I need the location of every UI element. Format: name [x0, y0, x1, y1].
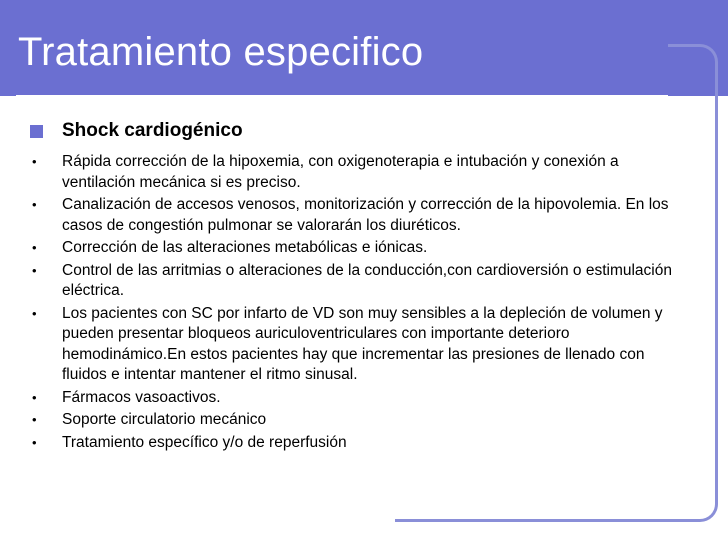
list-item [30, 152, 680, 193]
bullet-icon: • [32, 434, 37, 450]
list-item [30, 238, 680, 259]
bullet-icon: • [32, 389, 37, 405]
list-item-text: Tratamiento específico y/o de reperfusión [62, 433, 347, 451]
slide-frame-bottom [395, 519, 695, 522]
title-rule [16, 95, 668, 98]
bullet-icon: • [32, 197, 37, 212]
bullet-icon: • [32, 262, 37, 278]
slide-title: Tratamiento especifico [18, 30, 424, 74]
heading-row [30, 120, 680, 148]
square-bullet-icon [30, 125, 43, 138]
list-item-text: Corrección de las alteraciones metabólicas e iónicas. [62, 239, 428, 256]
bullet-icon: • [32, 154, 37, 169]
list-item [30, 195, 680, 236]
list-item [30, 410, 680, 431]
bullet-list [30, 152, 680, 453]
list-item [30, 388, 680, 409]
list-item-text: Fármacos vasoactivos. [62, 388, 221, 406]
slide-content [30, 120, 680, 455]
bullet-icon: • [32, 412, 37, 427]
list-item-text: Los pacientes con SC por infarto de VD son muy sensibles a la depleción de volumen y pueden presentar bloqueos auriculoventriculares con importante deterioro hemodinámico.En estos pacientes hay que incrementar las presiones de llenado con fluidos e intentar mantener el ritmo sinusal. [62, 304, 663, 383]
list-item-text: Rápida corrección de la hipoxemia, con oxigenoterapia e intubación y conexión a ventilación mecánica si es preciso. [62, 153, 619, 191]
list-item-text: Control de las arritmias o alteraciones de la conducción,con cardioversión o estimulación eléctrica. [62, 261, 672, 299]
section-heading: Shock cardiogénico [62, 120, 243, 141]
list-item [30, 433, 680, 454]
list-item [30, 304, 680, 386]
bullet-icon: • [32, 305, 37, 321]
list-item-text: Soporte circulatorio mecánico [62, 411, 267, 428]
list-item [30, 261, 680, 302]
list-item-text: Canalización de accesos venosos, monitorización y corrección de la hipovolemia. En los casos de congestión pulmonar se valorarán los diuréticos. [62, 196, 669, 234]
bullet-icon: • [32, 240, 37, 255]
